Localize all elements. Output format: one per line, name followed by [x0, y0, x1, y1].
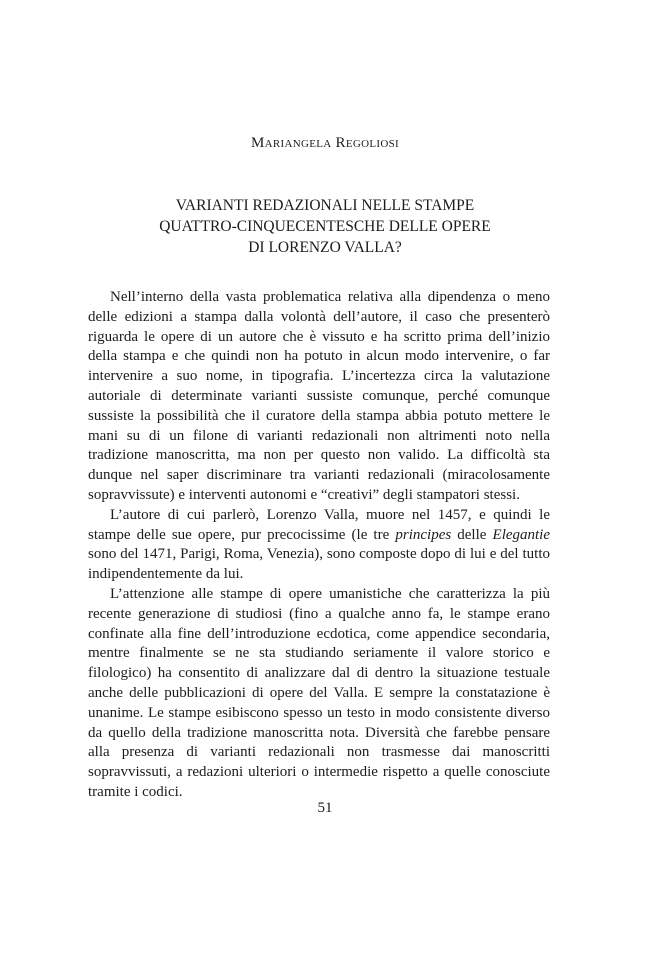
paragraph-text: sono del 1471, Parigi, Roma, Venezia), sono composte dopo di lui e del tutto indipendentemente da lui. — [88, 546, 550, 583]
italic-title: principes — [395, 526, 452, 543]
body-paragraph — [88, 506, 550, 585]
article-title — [100, 195, 550, 258]
body-paragraph: L’attenzione alle stampe di opere umanistiche che caratterizza la più recente generazione di studiosi (fino a qualche anno fa, le stampe erano confinate alla fine dell’introduzione ecdotica, come appendice secondaria, mentre finalmente se ne sta studiando seriamente il valore storico e filologico) ha consentito di analizzare dal di dentro la situazione testuale anche delle pubblicazioni di opere del Valla. E sempre la constatazione è unanime. Le stampe esibiscono spesso un testo in modo consistente diverso da quello della tradizione manoscritta nota. Diversità che farebbe pensare alla presenza di varianti redazionali non trasmesse dai manoscritti sopravvissuti, a redazioni ulteriori o intermedie rispetto a quelle conosciute tramite i codici. — [88, 585, 550, 800]
title-line: QUATTRO-CINQUECENTESCHE DELLE OPERE — [159, 218, 491, 235]
paragraph-text: L’autore di cui parlerò, Lorenzo Valla, muore nel 1457, e quindi le stampe delle sue opere, pur precocissime (le tre — [88, 506, 550, 543]
paragraph-text: delle — [451, 526, 493, 543]
author-name: Mariangela Regoliosi — [251, 135, 399, 151]
italic-title: Elegantie — [492, 526, 551, 543]
body-paragraph: Nell’interno della vasta problematica relativa alla dipendenza o meno delle edizioni a stampa dalla volontà dell’autore, il caso che presenterò riguarda le opere di un autore che è vissuto e ha scritto prima dell’inizio della stampa e che quindi non ha potuto in alcun modo intervenire, o far intervenire a suo nome, in tipografia. L’incertezza circa la valutazione autoriale di determinate varianti sussiste comunque, perché comunque sussiste la possibilità che il curatore della stampa abbia potuto mettere le mani su di un filone di varianti redazionali non altrimenti noto nella tradizione manoscritta, ma non per questo non valido. La difficoltà sta dunque nel saper discriminare tra varianti redazionali (miracolosamente sopravvissute) e interventi autonomi e “creativi” degli stampatori stessi. — [88, 289, 550, 503]
page-number: 51 — [317, 800, 333, 816]
title-line: DI LORENZO VALLA? — [248, 239, 402, 256]
article-body — [88, 288, 550, 803]
title-line: VARIANTI REDAZIONALI NELLE STAMPE — [175, 197, 475, 214]
